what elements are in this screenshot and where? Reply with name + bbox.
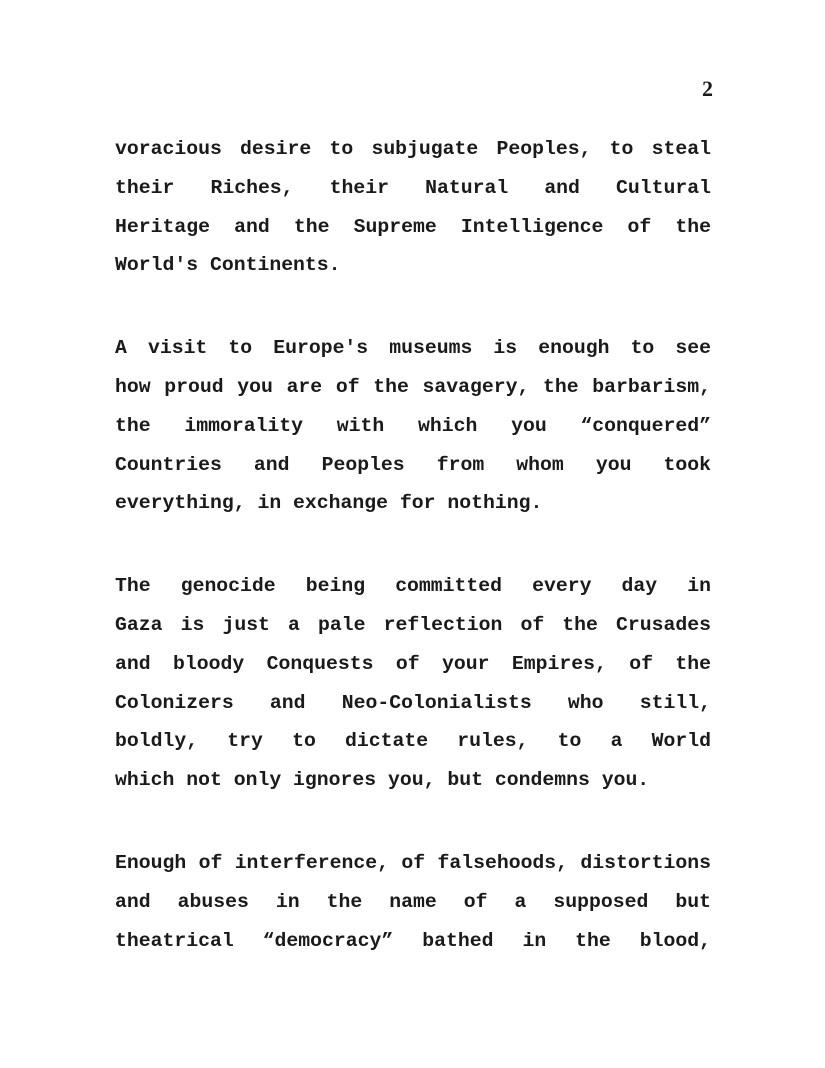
text-line: voracious desire to subjugate Peoples, to steal (115, 138, 711, 160)
text-line: the immorality with which you “conquered” (115, 414, 711, 437)
paragraph-3 (115, 572, 711, 805)
text-line: The genocide being committed every day in (115, 575, 711, 598)
text-line: Countries and Peoples from whom you took (115, 453, 711, 476)
text-line: and abuses in the name of a supposed but (115, 890, 711, 913)
text-line: and bloody Conquests of your Empires, of the (115, 652, 711, 675)
text-line: theatrical “democracy” bathed in the blood, (115, 929, 711, 952)
text-line: boldly, try to dictate rules, to a World (115, 730, 711, 753)
paragraph-4 (115, 849, 711, 965)
text-line: which not only ignores you, but condemns you. (115, 769, 650, 792)
paragraph-1 (115, 135, 711, 290)
text-line: everything, in exchange for nothing. (115, 492, 543, 515)
document-body (115, 135, 711, 965)
text-line: A visit to Europe's museums is enough to see (115, 337, 711, 360)
text-line: Enough of interference, of falsehoods, distortions (115, 851, 711, 874)
text-line: Gaza is just a pale reflection of the Crusades (115, 613, 711, 636)
text-line: how proud you are of the savagery, the barbarism, (115, 375, 711, 398)
page-number: 2 (702, 76, 713, 101)
text-line: Colonizers and Neo-Colonialists who still, (115, 691, 711, 714)
text-line: World's Continents. (115, 254, 341, 277)
paragraph-2 (115, 334, 711, 528)
text-line: Heritage and the Supreme Intelligence of the (115, 215, 711, 238)
text-line: their Riches, their Natural and Cultural (115, 176, 711, 199)
